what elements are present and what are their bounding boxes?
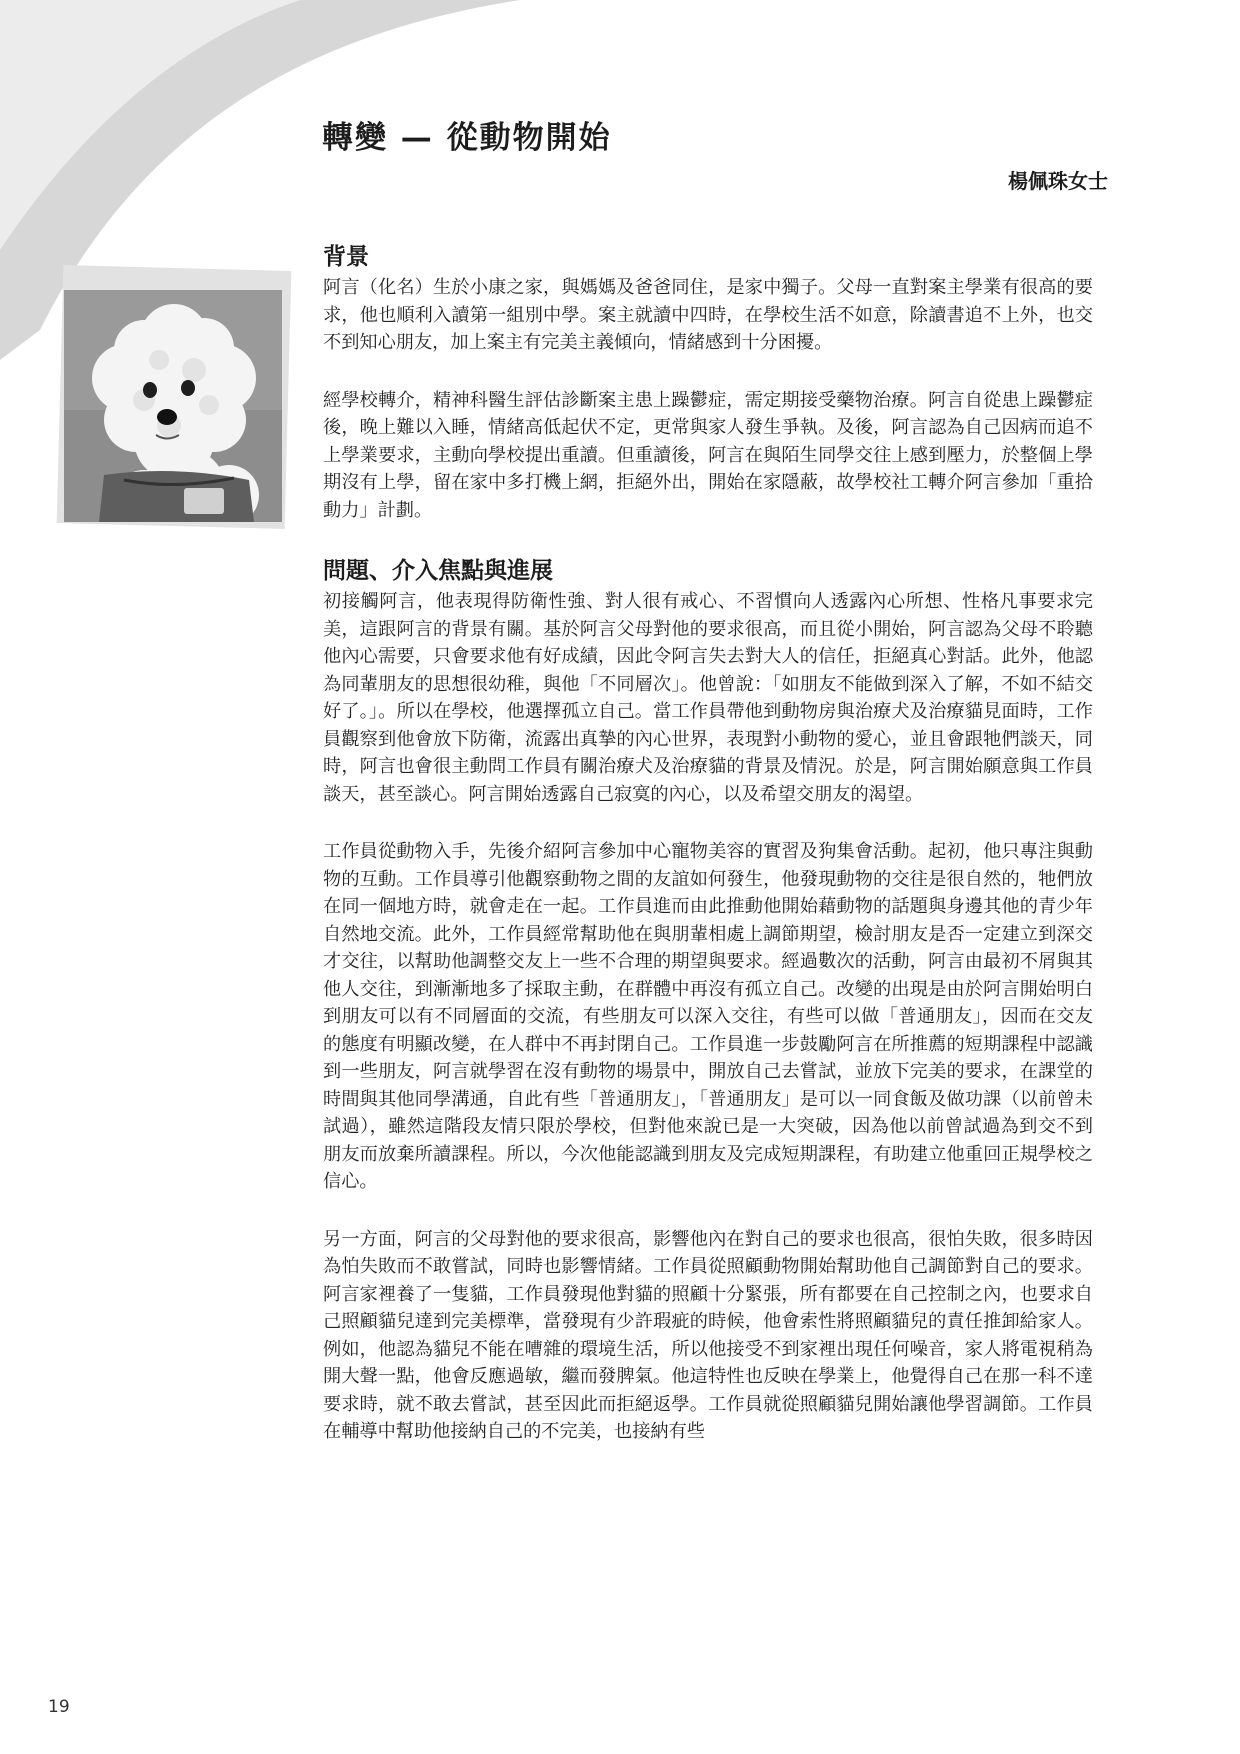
paragraph: 阿言（化名）生於小康之家，與媽媽及爸爸同住，是家中獨子。父母一直對案主學業有很高的要求，他也順利入讀第一組別中學。案主就讀中四時，在學校生活不如意，除讀書追不上外，也交不到知心朋友，加上案主有完美主義傾向，情緒感到十分困擾。	[323, 277, 1093, 353]
poodle-dog-photo	[64, 290, 282, 522]
paragraph: 工作員從動物入手，先後介紹阿言參加中心寵物美容的實習及狗集會活動。起初，他只專注與動物的互動。工作員導引他觀察動物之間的友誼如何發生，他發現動物的交往是很自然的，牠們放在同一個地方時，就會走在一起。工作員進而由此推動他開始藉動物的話題與身邊其他的青少年自然地交流。此外，工作員經常幫助他在與朋輩相處上調節期望，檢討朋友是否一定建立到深交才交往，以幫助他調整交友上一些不合理的期望與要求。經過數次的活動，阿言由最初不屑與其他人交往，到漸漸地多了採取主動，在群體中再沒有孤立自己。改變的出現是由於阿言開始明白到朋友可以有不同層面的交流，有些朋友可以深入交往，有些可以做「普通朋友」，因而在交友的態度有明顯改變，在人群中不再封閉自己。工作員進一步鼓勵阿言在所推薦的短期課程中認識到一些朋友，阿言就學習在沒有動物的場景中，開放自己去嘗試，並放下完美的要求，在課堂的時間與其他同學溝通，自此有些「普通朋友」，「普通朋友」是可以一同食飯及做功課（以前曾未試過），雖然這階段友情只限於學校，但對他來說已是一大突破，因為他以前曾試過為到交不到朋友而放棄所讀課程。所以，今次他能認識到朋友及完成短期課程，有助建立他重回正規學校之信心。	[323, 841, 1093, 1192]
author-name: 楊佩珠女士	[1008, 169, 1108, 193]
section-intervention	[323, 554, 1093, 1446]
section-heading-background: 背景	[323, 244, 369, 270]
page-title: 轉變 — 從動物開始	[322, 120, 612, 156]
paragraph: 初接觸阿言，他表現得防衛性強、對人很有戒心、不習慣向人透露內心所想、性格凡事要求完美，這跟阿言的背景有關。基於阿言父母對他的要求很高，而且從小開始，阿言認為父母不聆聽他內心需要，只會要求他有好成績，因此令阿言失去對大人的信任，拒絕真心對話。此外，他認為同輩朋友的思想很幼稚，與他「不同層次」。他曾說：「如朋友不能做到深入了解，不如不結交好了。」。所以在學校，他選擇孤立自己。當工作員帶他到動物房與治療犬及治療貓見面時，工作員觀察到他會放下防衛，流露出真摯的內心世界，表現對小動物的愛心，並且會跟牠們談天，同時，阿言也會很主動問工作員有關治療犬及治療貓的背景及情況。於是，阿言開始願意與工作員談天，甚至談心。阿言開始透露自己寂寞的內心，以及希望交朋友的渴望。	[323, 591, 1093, 805]
article-body	[323, 240, 1093, 1476]
paragraph: 另一方面，阿言的父母對他的要求很高，影響他內在對自己的要求也很高，很怕失敗，很多時因為怕失敗而不敢嘗試，同時也影響情緒。工作員從照顧動物開始幫助他自己調節對自己的要求。阿言家裡養了一隻貓，工作員發現他對貓的照顧十分緊張，所有都要在自己控制之內，也要求自己照顧貓兒達到完美標準，當發現有少許瑕疵的時候，他會索性將照顧貓兒的責任推卸給家人。例如，他認為貓兒不能在嘈雜的環境生活，所以他接受不到家裡出現任何噪音，家人將電視稍為開大聲一點，他會反應過敏，繼而發脾氣。他這特性也反映在學業上，他覺得自己在那一科不達要求時，就不敢去嘗試，甚至因此而拒絕返學。工作員就從照顧貓兒開始讓他學習調節。工作員在輔導中幫助他接納自己的不完美，也接納有些	[323, 1228, 1093, 1442]
page-number: 19	[48, 1697, 70, 1717]
section-heading-intervention: 問題、介入焦點與進展	[323, 558, 553, 584]
paragraph: 經學校轉介，精神科醫生評估診斷案主患上躁鬱症，需定期接受藥物治療。阿言自從患上躁鬱症後，晚上難以入睡，情緒高低起伏不定，更常與家人發生爭執。及後，阿言認為自己因病而追不上學業要求，主動向學校提出重讀。但重讀後，阿言在與陌生同學交往上感到壓力，於整個上學期沒有上學，留在家中多打機上網，拒絕外出，開始在家隱蔽，故學校社工轉介阿言參加「重拾動力」計劃。	[323, 389, 1093, 521]
section-background	[323, 240, 1093, 524]
